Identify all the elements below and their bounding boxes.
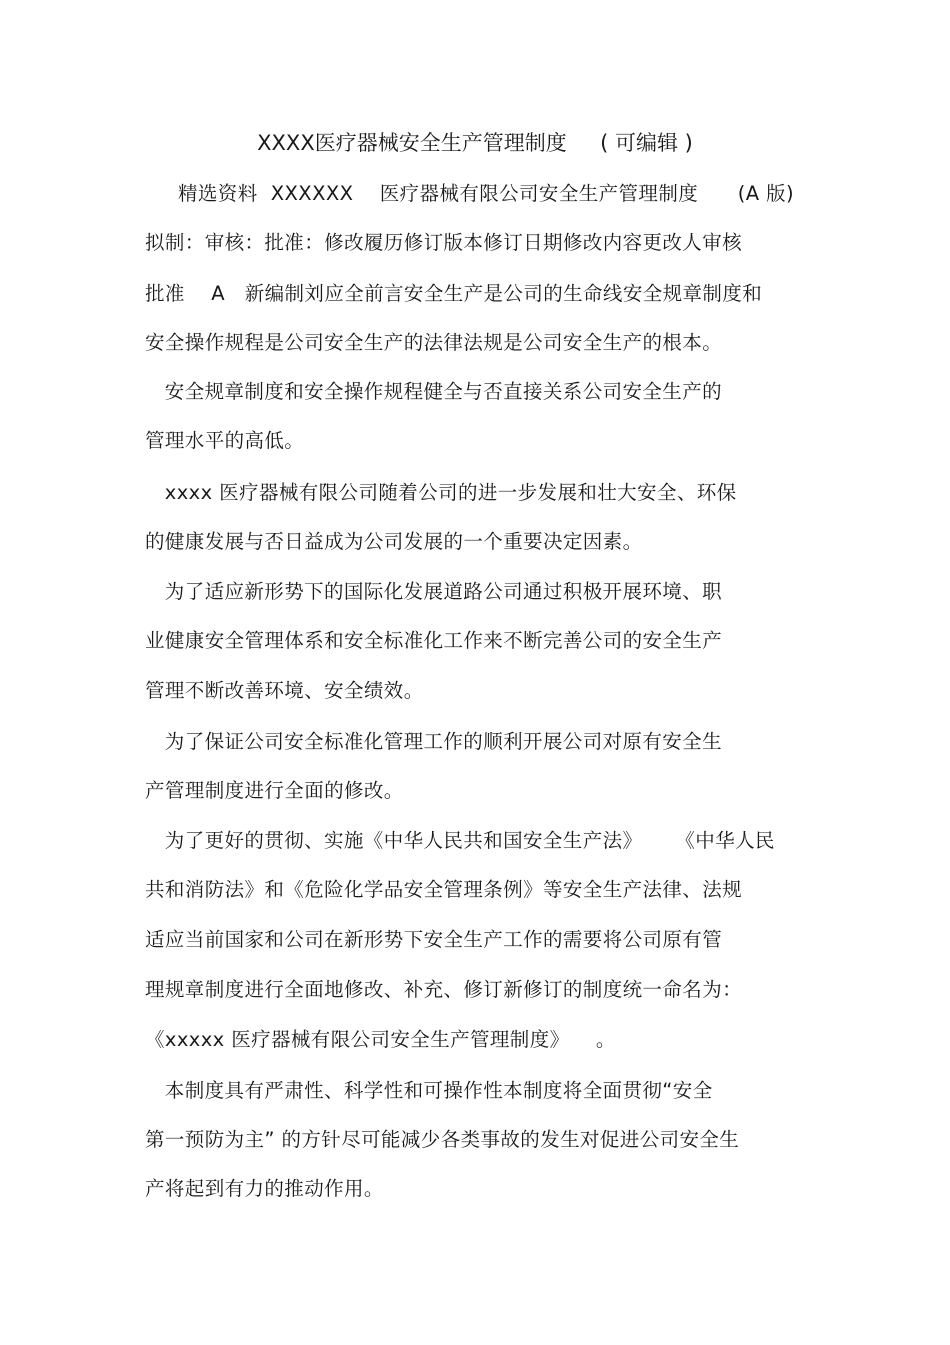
text-line-11: 管理不断改善环境、安全绩效。	[145, 679, 424, 702]
text-line-4: 安全操作规程是公司安全生产的法律法规是公司安全生产的根本。	[145, 331, 723, 354]
text-line-7: xxxx 医疗器械有限公司随着公司的进一步发展和壮大安全、环保	[145, 481, 737, 504]
text-line-6: 管理水平的高低。	[145, 429, 305, 452]
text-line-20: 第一预防为主” 的方针尽可能减少各类事故的发生对促进公司安全生	[145, 1128, 740, 1151]
text-line-21: 产将起到有力的推动作用。	[145, 1177, 384, 1200]
text-line-2: 拟制：审核：批准：修改履历修订版本修订日期修改内容更改人审核	[145, 231, 743, 254]
text-line-3: 批准 A 新编制刘应全前言安全生产是公司的生命线安全规章制度和	[145, 282, 763, 305]
text-line-9: 为了适应新形势下的国际化发展道路公司通过积极开展环境、职	[145, 580, 722, 603]
text-line-1: 精选资料 XXXXXX 医疗器械有限公司安全生产管理制度 (A 版)	[145, 182, 794, 205]
text-line-16: 适应当前国家和公司在新形势下安全生产工作的需要将公司原有管	[145, 928, 723, 951]
text-line-15: 共和消防法》和《危险化学品安全管理条例》等安全生产法律、法规	[145, 878, 743, 901]
text-line-18: 《xxxxx 医疗器械有限公司安全生产管理制度》 。	[145, 1028, 616, 1051]
text-line-17: 理规章制度进行全面地修改、补充、修订新修订的制度统一命名为：	[145, 978, 743, 1001]
text-line-19: 本制度具有严肃性、科学性和可操作性本制度将全面贯彻“安全	[145, 1079, 713, 1102]
text-line-13: 产管理制度进行全面的修改。	[145, 779, 404, 802]
text-line-5: 安全规章制度和安全操作规程健全与否直接关系公司安全生产的	[145, 380, 722, 403]
text-line-12: 为了保证公司安全标准化管理工作的顺利开展公司对原有安全生	[145, 730, 722, 753]
text-line-14: 为了更好的贯彻、实施《中华人民共和国安全生产法》 《中华人民	[145, 829, 775, 852]
document-title: XXXX医疗器械安全生产管理制度 ( 可编辑 )	[257, 131, 693, 155]
text-line-8: 的健康发展与否日益成为公司发展的一个重要决定因素。	[145, 530, 643, 553]
text-line-10: 业健康安全管理体系和安全标准化工作来不断完善公司的安全生产	[145, 629, 723, 652]
